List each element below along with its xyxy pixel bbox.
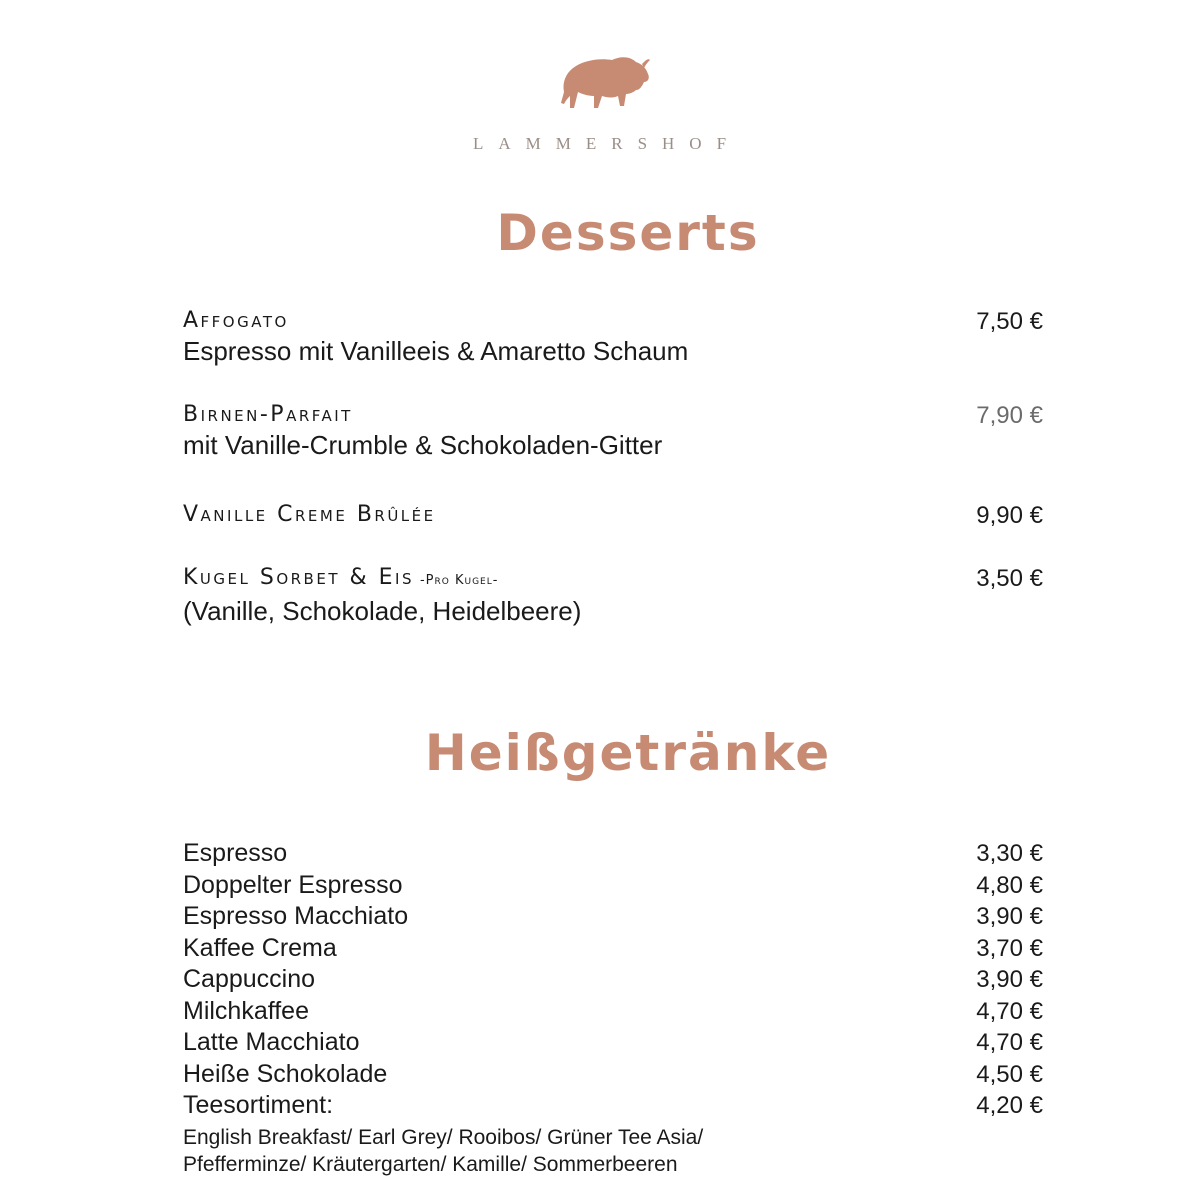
item-price: 9,90 €	[976, 502, 1043, 529]
drink-row	[183, 933, 1043, 965]
tea-varieties-line: English Breakfast/ Earl Grey/ Rooibos/ Grüner Tee Asia/	[183, 1125, 704, 1149]
drink-price: 4,70 €	[976, 997, 1043, 1025]
drink-row	[183, 996, 1043, 1028]
drink-name: Kaffee Crema	[183, 933, 337, 962]
drink-row	[183, 838, 1043, 870]
drink-name: Espresso Macchiato	[183, 902, 409, 930]
menu-item	[183, 502, 1043, 528]
item-name	[183, 565, 1043, 594]
item-description: Espresso mit Vanilleeis & Amaretto Schaum	[183, 336, 689, 366]
drink-row	[183, 1090, 1043, 1122]
brand-name: LAMMERSHOF	[472, 134, 742, 153]
drink-name: Doppelter Espresso	[183, 870, 403, 899]
drink-price: 4,80 €	[976, 871, 1043, 899]
drink-price: 4,70 €	[976, 1029, 1043, 1056]
desserts-title: Desserts	[496, 204, 760, 262]
tea-varieties	[183, 1124, 1043, 1178]
menu-item	[183, 565, 1043, 628]
menu-item	[183, 308, 1043, 368]
hot-drinks-title: Heißgetränke	[424, 724, 832, 782]
item-name: Affogato	[183, 308, 289, 333]
drink-row	[183, 964, 1043, 996]
logo	[0, 52, 1200, 116]
menu-item	[183, 402, 1043, 462]
tea-varieties-line: Pfefferminze/ Kräutergarten/ Kamille/ Sommerbeeren	[183, 1152, 678, 1176]
item-price: 3,50 €	[976, 565, 1043, 592]
item-name-text: Kugel Sorbet & Eis	[183, 565, 414, 590]
drink-row	[183, 870, 1043, 902]
drink-row	[183, 1027, 1043, 1059]
drink-name: Milchkaffee	[183, 996, 309, 1025]
item-price: 7,90 €	[976, 402, 1043, 429]
item-description: (Vanille, Schokolade, Heidelbeere)	[183, 596, 582, 626]
drink-row	[183, 1059, 1043, 1091]
drink-name: Cappuccino	[183, 965, 316, 993]
drink-name: Teesortiment:	[183, 1091, 334, 1119]
drink-price: 4,50 €	[976, 1060, 1043, 1088]
drink-price: 3,90 €	[976, 903, 1043, 930]
drink-price: 4,20 €	[976, 1092, 1043, 1119]
item-note: -Pro Kugel-	[419, 573, 499, 588]
drink-name: Heiße Schokolade	[183, 1059, 388, 1088]
drink-name: Latte Macchiato	[183, 1028, 360, 1056]
item-description: mit Vanille-Crumble & Schokoladen-Gitter	[183, 430, 663, 460]
item-name: Vanille Creme Brûlée	[183, 502, 436, 527]
drink-row	[183, 901, 1043, 933]
item-price: 7,50 €	[976, 308, 1043, 335]
item-name: Birnen-Parfait	[183, 402, 353, 427]
drink-price: 3,30 €	[976, 840, 1043, 867]
drink-name: Espresso	[183, 839, 288, 867]
bison-icon	[556, 52, 652, 116]
drink-price: 3,70 €	[976, 934, 1043, 962]
drink-price: 3,90 €	[976, 966, 1043, 993]
hot-drinks-list	[183, 838, 1043, 1178]
